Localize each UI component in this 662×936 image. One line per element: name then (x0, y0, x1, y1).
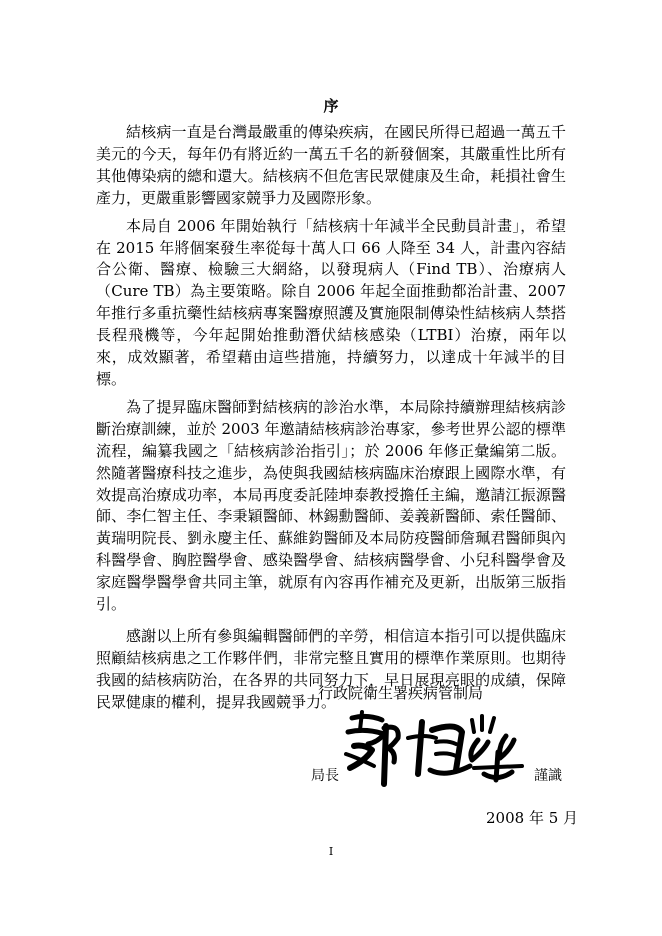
paragraph-4: 感謝以上所有參與編輯醫師們的辛勞，相信這本指引可以提供臨床照顧結核病患之工作夥伴們，非常完整且實用的標準作業原則。也期待我國的結核病防治，在各界的共同努力下，早日展現亮眼的成績，保障民眾健康的權利，提昇我國競爭力。 (96, 626, 566, 711)
document-date: 2008 年 5 月 (486, 809, 579, 827)
handwritten-signature (338, 708, 528, 788)
paragraph-2: 本局自 2006 年開始執行「結核病十年減半全民動員計畫」，希望在 2015 年將個案發生率從每十萬人口 66 人降至 34 人，計畫內容結合公衛、醫療、檢驗三大網絡，以發現病人（Find TB）、治療病人（Cure TB）為主要策略。除自 2006 年起全面推動都治計畫、2007 年推行多重抗藥性結核病專案醫療照護及實施限制傳染性結核病人禁搭長程飛機等，今年起開始推動潛伏結核感染（LTBI）治療，兩年以來，成效顯著，希望藉由這些措施，持續努力，以達成十年減半的目標。 (96, 216, 566, 388)
paragraph-3: 為了提昇臨床醫師對結核病的診治水準，本局除持續辦理結核病診斷治療訓練，並於 2003 年邀請結核病診治專家，參考世界公認的標準流程，編纂我國之「結核病診治指引」；於 2006 年修正彙編第二版。然隨著醫療科技之進步，為使與我國結核病臨床治療跟上國際水準，有效提高治療成功率，本局再度委託陸坤泰教授擔任主編，邀請江振源醫師、李仁智主任、李秉穎醫師、林錫勳醫師、姜義新醫師、索任醫師、黃瑞明院長、劉永慶主任、蘇維鈞醫師及本局防疫醫師詹珮君醫師與內科醫學會、胸腔醫學會、感染醫學會、結核病醫學會、小兒科醫學會及家庭醫學醫學會共同主筆，就原有內容再作補充及更新，出版第三版指引。 (96, 397, 566, 614)
signer-title: 局長 (311, 768, 339, 784)
preface-body (96, 122, 566, 720)
closing-remark: 謹識 (534, 768, 562, 784)
page-title: 序 (323, 97, 339, 115)
paragraph-1: 結核病一直是台灣最嚴重的傳染疾病，在國民所得已超過一萬五千美元的今天，每年仍有將近約一萬五千名的新發個案，其嚴重性比所有其他傳染病的總和還大。結核病不但危害民眾健康及生命，耗損社會生產力，更嚴重影響國家競爭力及國際形象。 (96, 123, 566, 207)
organization-name: 行政院衛生署疾病管制局 (318, 684, 484, 702)
page-number: I (328, 845, 334, 858)
